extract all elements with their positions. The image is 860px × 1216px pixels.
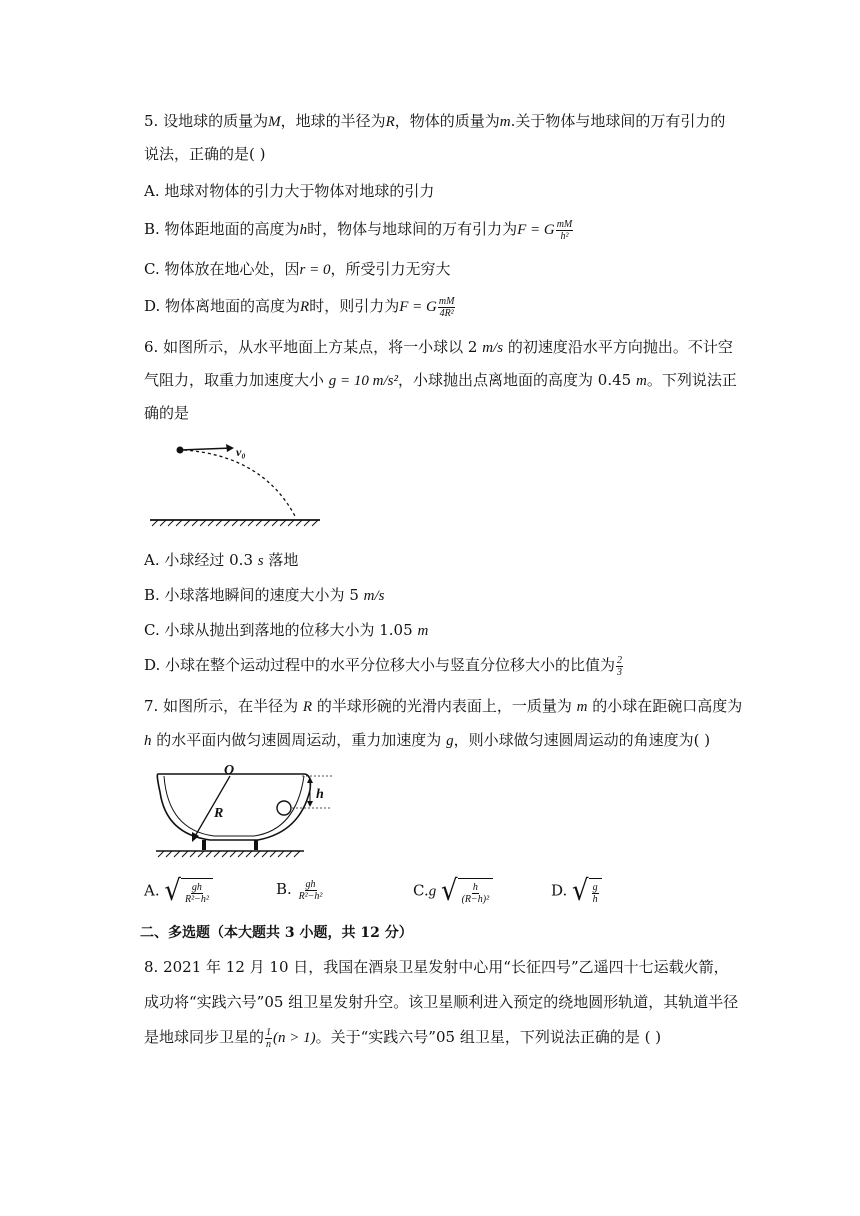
q6-option-c (144, 619, 428, 642)
fraction-denominator: h² (560, 230, 569, 242)
q7-stem-text-4: 的水平面内做匀速圆周运动，重力加速度为 (156, 731, 442, 749)
radius-line (194, 776, 230, 838)
q5-var-m: m (499, 114, 511, 130)
q6-projectile-figure (144, 438, 324, 530)
fraction-denominator: R²−h² (184, 893, 209, 905)
q6-option-d (144, 654, 624, 678)
q7-option-d (551, 874, 602, 908)
q8-condition: (n > 1) (273, 1030, 316, 1046)
q7-var-R: R (302, 699, 313, 715)
q5-stem-line1 (144, 110, 725, 133)
label-R: R (214, 806, 224, 821)
q5-option-b-text-2: 时，物体与地球间的万有引力为 (307, 220, 518, 238)
q5-var-R: R (385, 114, 395, 130)
q7-var-h: h (144, 733, 152, 749)
q5-option-c (144, 258, 450, 281)
q7-option-a-label: A. (144, 881, 160, 900)
q8-fraction (265, 1027, 272, 1050)
q7-stem-line2 (144, 729, 710, 752)
q6-unit-m: m (635, 373, 647, 389)
q7-option-c-sqrt: √ $\frac{h}{\text{(R−h)²}}$ (441, 878, 493, 905)
q5-option-c-text: C. 物体放在地心处，因 (144, 260, 300, 278)
ball-icon (277, 801, 291, 815)
fraction-denominator: n (266, 1038, 272, 1050)
fraction-denominator: h (592, 893, 598, 905)
q5-option-c-formula: r = 0 (299, 262, 331, 278)
q6-option-a (144, 549, 298, 572)
q6-stem-line2 (144, 369, 737, 392)
q6-option-a-unit: s (257, 553, 264, 569)
section-heading: 二、多选题（本大题共 3 小题，共 12 分） (140, 925, 413, 941)
q7-stem-text-3: 的小球在距碗口高度为 (592, 697, 743, 715)
q5-option-b-fraction (556, 219, 574, 242)
fraction-numerator: gh (305, 878, 316, 890)
label-O: O (224, 763, 235, 778)
q6-option-a-text: A. 小球经过 0.3 (144, 551, 253, 569)
q5-option-b-formula: F = G (517, 222, 555, 238)
q6-option-b (144, 584, 385, 607)
q6-option-a-text-2: 落地 (268, 551, 299, 569)
q7-stem-text: 7. 如图所示，在半径为 (144, 697, 299, 715)
q7-var-m: m (576, 699, 588, 715)
q5-option-d-fraction (438, 296, 456, 319)
q8-line2: 成功将“实践六号”05 组卫星发射升空。该卫星顺利进入预定的绕地圆形轨道，其轨道半径 (144, 993, 739, 1011)
q5-stem-text-2: ，地球的半径为 (280, 112, 386, 130)
fraction-numerator: g (592, 881, 598, 893)
fraction-numerator: 2 (617, 654, 623, 666)
q6-option-d-text: D. 小球在整个运动过程中的水平分位移大小与竖直分位移大小的比值为 (144, 656, 616, 674)
q5-option-b-h: h (299, 222, 308, 238)
q7-option-c (413, 874, 493, 908)
q5-stem-line2: 说法，正确的是( ) (144, 145, 266, 163)
v0-label: v₀ (236, 445, 246, 459)
q7-option-d-sqrt: √ $\frac{g}{h}$ (572, 878, 602, 905)
q6-stem-text-5: 。下列说法正 (646, 371, 737, 389)
bowl-foot-left (202, 840, 206, 850)
q5-option-a: A. 地球对物体的引力大于物体对地球的引力 (144, 182, 435, 200)
q7-option-a-sqrt: √ $\frac{gh}{\text{R²−h²}}$ (164, 878, 212, 905)
fraction-numerator: mM (556, 218, 573, 230)
q7-option-b-fraction (298, 879, 324, 902)
fraction-denominator: (R−h)² (461, 893, 490, 905)
ground-hatch (152, 520, 318, 526)
q5-option-b-text: B. 物体距地面的高度为 (144, 220, 300, 238)
q6-stem-text-3: 气阻力，取重力加速度大小 (144, 371, 325, 389)
fraction-numerator: 1 (266, 1026, 272, 1038)
q5-option-d-formula: F = G (399, 299, 437, 315)
q5-option-d-R: R (300, 299, 310, 315)
label-h: h (316, 787, 324, 802)
q7-stem-text-2: 的半球形碗的光滑内表面上，一质量为 (316, 697, 572, 715)
q5-option-d (144, 295, 456, 319)
q7-stem-text-5: ，则小球做匀速圆周运动的角速度为( ) (453, 731, 711, 749)
q5-stem-text-4: .关于物体与地球间的万有引力的 (510, 112, 726, 130)
q5-stem-text: 5. 设地球的质量为 (144, 112, 269, 130)
q6-option-c-text: C. 小球从抛出到落地的位移大小为 1.05 (144, 621, 413, 639)
ground-hatch (158, 851, 300, 857)
h-arrow-top-icon (307, 777, 313, 783)
velocity-arrow (180, 448, 232, 450)
bowl-foot-right (254, 840, 258, 850)
q6-stem-text-2: 的初速度沿水平方向抛出。不计空 (507, 338, 733, 356)
q7-option-b-label: B. (276, 880, 292, 898)
q7-option-c-g: g (428, 883, 437, 900)
fraction-numerator: mM (438, 295, 455, 307)
q6-option-c-unit: m (417, 623, 429, 639)
q5-option-b (144, 218, 574, 242)
fraction-denominator: 4R² (439, 307, 454, 319)
q7-option-d-fraction (592, 882, 599, 905)
q7-option-b (276, 878, 324, 902)
fraction-numerator: gh (191, 881, 202, 893)
h-arrow-bottom-icon (307, 801, 313, 807)
q6-stem-text-4: ，小球抛出点离地面的高度为 0.45 (398, 371, 632, 389)
q7-stem-line1 (144, 695, 742, 718)
q5-var-M: M (268, 114, 281, 130)
arrow-head-icon (226, 444, 234, 452)
fraction-denominator: 3 (617, 666, 623, 678)
q5-stem-text-3: ，物体的质量为 (394, 112, 500, 130)
q8-line3 (144, 1026, 661, 1050)
q6-option-b-unit: m/s (363, 588, 385, 604)
q5-option-d-text-2: 时，则引力为 (309, 297, 400, 315)
q7-option-c-label: C. (413, 881, 429, 900)
q6-unit: m/s (482, 340, 504, 356)
fraction-numerator: h (472, 881, 478, 893)
q7-option-c-fraction (461, 882, 491, 905)
q5-option-c-text-2: ，所受引力无穷大 (330, 260, 451, 278)
fraction-denominator: R²−h² (298, 890, 323, 902)
q6-gravity: g = 10 m/s² (328, 373, 399, 389)
q7-option-a-fraction (184, 882, 210, 905)
q7-option-a (144, 874, 213, 908)
q7-var-g: g (446, 733, 454, 749)
q8-line1: 8. 2021 年 12 月 10 日，我国在酒泉卫星发射中心用“长征四号”乙遥四十七运载火箭， (144, 958, 729, 976)
q6-stem-line3: 确的是 (144, 404, 190, 422)
q8-line3-text: 是地球同步卫星的 (144, 1028, 265, 1046)
q6-stem-line1 (144, 336, 733, 359)
q7-bowl-figure (150, 760, 340, 864)
q5-option-d-text: D. 物体离地面的高度为 (144, 297, 301, 315)
q6-option-b-text: B. 小球落地瞬间的速度大小为 5 (144, 586, 359, 604)
q8-line3-text-2: 。关于“实践六号”05 组卫星，下列说法正确的是 ( ) (315, 1028, 662, 1046)
q7-option-d-label: D. (551, 881, 568, 900)
q6-stem-text: 6. 如图所示，从水平地面上方某点，将一小球以 2 (144, 338, 478, 356)
trajectory-curve (184, 450, 296, 518)
q6-option-d-fraction (616, 655, 623, 678)
